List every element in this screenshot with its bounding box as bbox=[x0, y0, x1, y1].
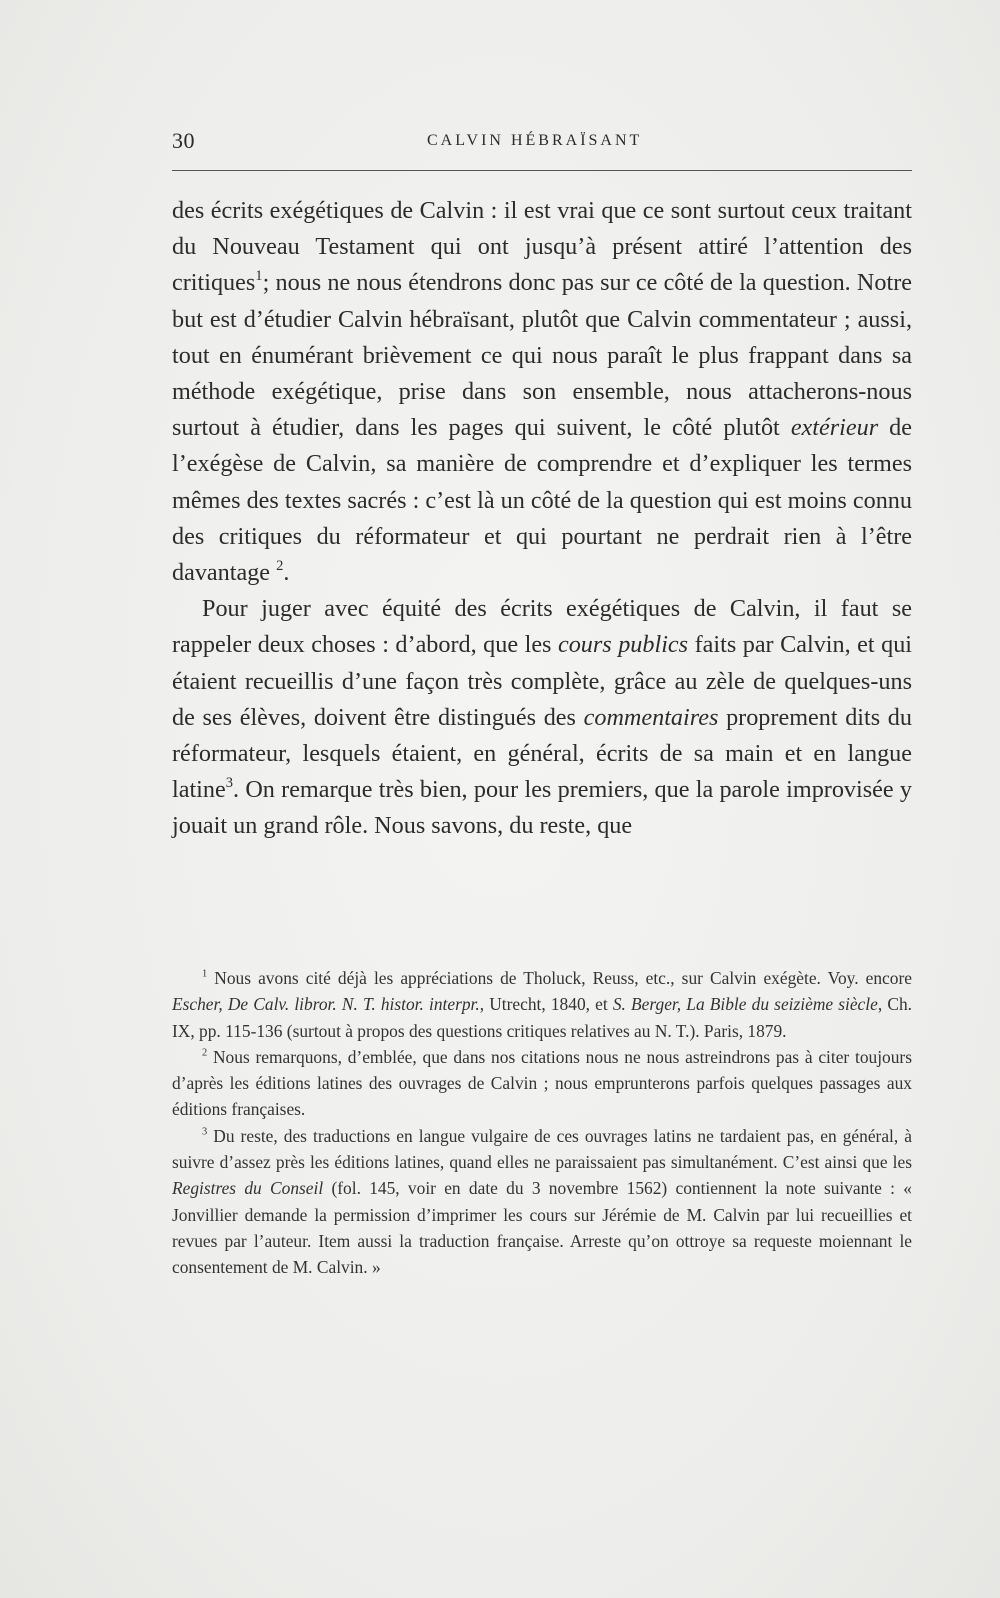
header-rule bbox=[172, 170, 912, 171]
footnotes bbox=[172, 965, 912, 1281]
footnote-3 bbox=[172, 1123, 912, 1281]
footnote-1-text-a: Nous avons cité déjà les appréciations de Tholuck, Reuss, etc., sur Calvin exégète. Voy. encore bbox=[214, 968, 912, 988]
footnote-ref-1: 1 bbox=[255, 268, 263, 285]
footnote-2 bbox=[172, 1044, 912, 1123]
p2-text-d: . On remarque très bien, pour les premiers, que la parole improvisée y jouait un grand rôle. Nous savons, du reste, que bbox=[172, 776, 912, 840]
footnote-2-mark: 2 bbox=[202, 1047, 208, 1059]
footnote-3-text-b: (fol. 145, voir en date du 3 novembre 1562) contiennent la note suivante : « Jonvillier demande la permission d’imprimer les cours sur Jérémie de M. Calvin par lui recueillies et revues par l’auteur. Item aussi la traduction française. Arreste qu’on ottroye sa requeste moiennant le consentement de M. Calvin. » bbox=[172, 1178, 912, 1278]
page-number: 30 bbox=[172, 128, 195, 153]
p1-emphasis: extérieur bbox=[790, 414, 879, 442]
p2-text-c: proprement dits du réformateur, lesquels étaient, en général, écrits de sa main et en langue latine bbox=[172, 703, 912, 804]
p2-text-b: faits par Calvin, et qui étaient recueillis d’une façon très complète, grâce au zèle de quelques-uns de ses élèves, doivent être distingués des bbox=[172, 631, 913, 731]
footnote-1-emphasis-1: Escher, De Calv. libror. N. T. histor. interpr. bbox=[172, 994, 480, 1015]
p1-text-a: des écrits exégétiques de Calvin : il est vrai que ce sont surtout ceux traitant du Nouveau Testament qui ont jusqu’à présent attiré l’attention des critiques bbox=[172, 197, 912, 297]
footnote-ref-3: 3 bbox=[225, 775, 233, 792]
footnote-2-text: Nous remarquons, d’emblée, que dans nos citations nous ne nous astreindrons pas à citer toujours d’après les éditions latines des ouvrages de Calvin ; nous emprunterons parfois quelques passages aux éditions françaises. bbox=[172, 1046, 912, 1120]
footnote-3-emphasis: Registres du Conseil bbox=[172, 1178, 324, 1199]
p1-end: . bbox=[283, 559, 290, 587]
footnote-1-mark: 1 bbox=[202, 968, 208, 980]
p2-emphasis-1: cours publics bbox=[557, 631, 689, 659]
p1-text-c: de l’exégèse de Calvin, sa manière de comprendre et d’expliquer les termes mêmes des textes sacrés : c’est là un côté de la question qui est moins connu des critiques du réformateur et qui pourtant ne perdrait rien à l’être davantage bbox=[172, 414, 913, 587]
p2-emphasis-2: commentaires bbox=[583, 703, 719, 731]
footnote-1-text-c: , Ch. IX, pp. 115-136 (surtout à propos des questions critiques relatives au N. T.). Paris, 1879. bbox=[172, 994, 912, 1041]
footnote-1-emphasis-2: S. Berger, La Bible du seizième siècle bbox=[612, 994, 878, 1015]
p1-text-b: ; nous ne nous étendrons donc pas sur ce côté de la question. Notre but est d’étudier Calvin hébraïsant, plutôt que Calvin commentateur ; aussi, tout en énumérant brièvement ce qui nous paraît le plus frappant dans sa méthode exégétique, prise dans son ensemble, nous attacherons-nous surtout à étudier, dans les pages qui suivent, le côté plutôt bbox=[172, 269, 912, 442]
paragraph-2 bbox=[172, 591, 912, 844]
page-header bbox=[172, 122, 912, 152]
footnote-ref-2: 2 bbox=[276, 557, 284, 574]
footnote-1-text-b: , Utrecht, 1840, et bbox=[479, 994, 608, 1015]
running-title: CALVIN HÉBRAÏSANT bbox=[427, 132, 643, 149]
main-text bbox=[172, 193, 912, 845]
p2-text-a: Pour juger avec équité des écrits exégétiques de Calvin, il faut se rappeler deux choses : d’abord, que les bbox=[172, 595, 912, 659]
footnote-1 bbox=[172, 965, 912, 1044]
paragraph-1 bbox=[172, 193, 912, 591]
footnote-3-text-a: Du reste, des traductions en langue vulgaire de ces ouvrages latins ne tardaient pas, en général, à suivre d’assez près les éditions latines, quand elles ne paraissaient pas simultanément. C’est ainsi que les bbox=[172, 1125, 912, 1173]
footnote-3-mark: 3 bbox=[202, 1126, 208, 1138]
